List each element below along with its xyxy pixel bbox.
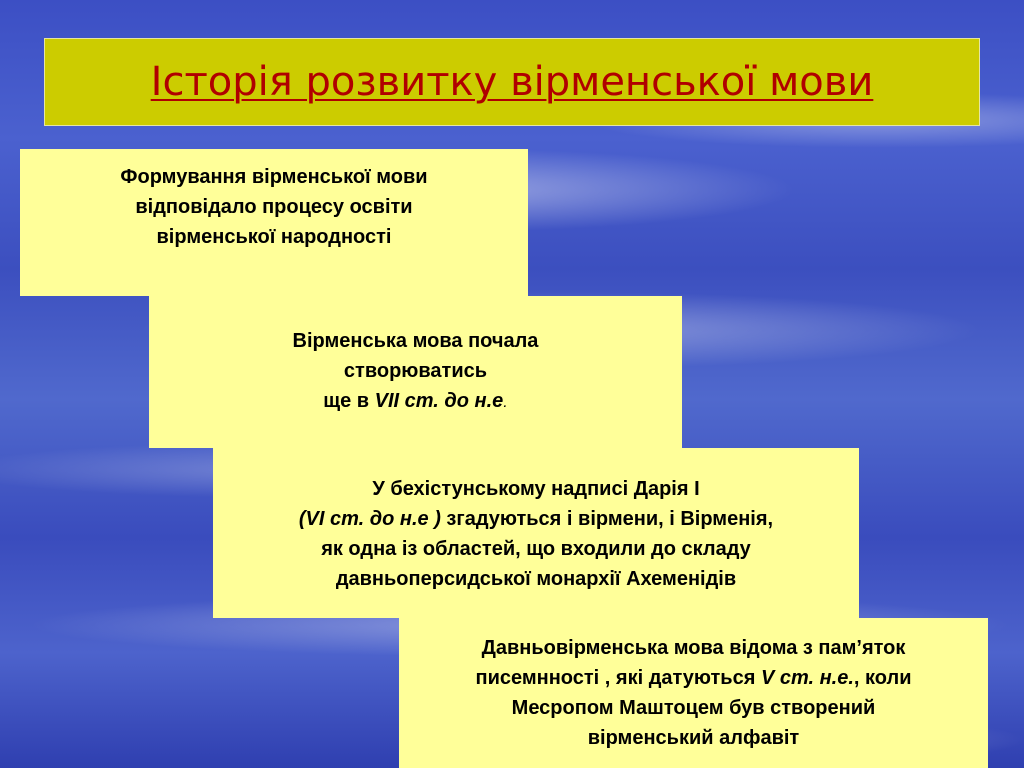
card-4-line-2 <box>475 663 911 693</box>
card-3-line-2-rest: згадуються і вірмени, і Вірменія, <box>440 508 774 530</box>
card-2-date: VII ст. до н.е <box>374 390 504 412</box>
card-1-text <box>120 162 427 252</box>
card-1-line-2: відповідало процесу освіти <box>135 196 413 218</box>
card-2-line-1: Вірменська мова почала <box>292 330 539 352</box>
card-2-line-3-prefix: ще в <box>323 390 375 412</box>
card-1-line-1: Формування вірменської мови <box>120 166 428 188</box>
card-3-line-3: як одна із областей, що входили до складу <box>321 538 751 560</box>
slide-title: Історія розвитку вірменської мови <box>150 59 874 105</box>
card-4-line-2-prefix: писемнності , які датуються <box>475 667 761 689</box>
card-2-line-2: створюватись <box>343 360 488 382</box>
card-4-line-3: Месропом Маштоцем був створений <box>511 697 876 719</box>
info-card-1 <box>20 149 528 296</box>
card-2-line-3 <box>293 386 539 418</box>
card-4-date: V ст. н.е. <box>760 667 854 689</box>
card-4-line-4: вірменський алфавіт <box>587 727 800 749</box>
slide-title-box <box>44 38 980 126</box>
info-card-3 <box>213 448 859 618</box>
card-4-line-2-suffix: , коли <box>853 667 912 689</box>
card-4-line-1: Давньовірменська мова відома з пам’яток <box>481 637 906 659</box>
card-3-text <box>299 474 773 594</box>
card-3-line-1: У бехістунському надписі Дарія І <box>372 478 700 500</box>
card-4-text <box>475 633 911 753</box>
card-3-date: (VI ст. до н.е ) <box>298 508 441 530</box>
card-3-line-2 <box>299 504 773 534</box>
card-3-line-4: давньоперсидської монархії Ахеменідів <box>335 568 737 590</box>
info-card-2 <box>149 296 682 448</box>
card-2-text <box>293 326 539 418</box>
info-card-4 <box>399 618 988 768</box>
card-2-line-3-suffix: . <box>503 394 508 411</box>
card-1-line-3: вірменської народності <box>156 226 392 248</box>
